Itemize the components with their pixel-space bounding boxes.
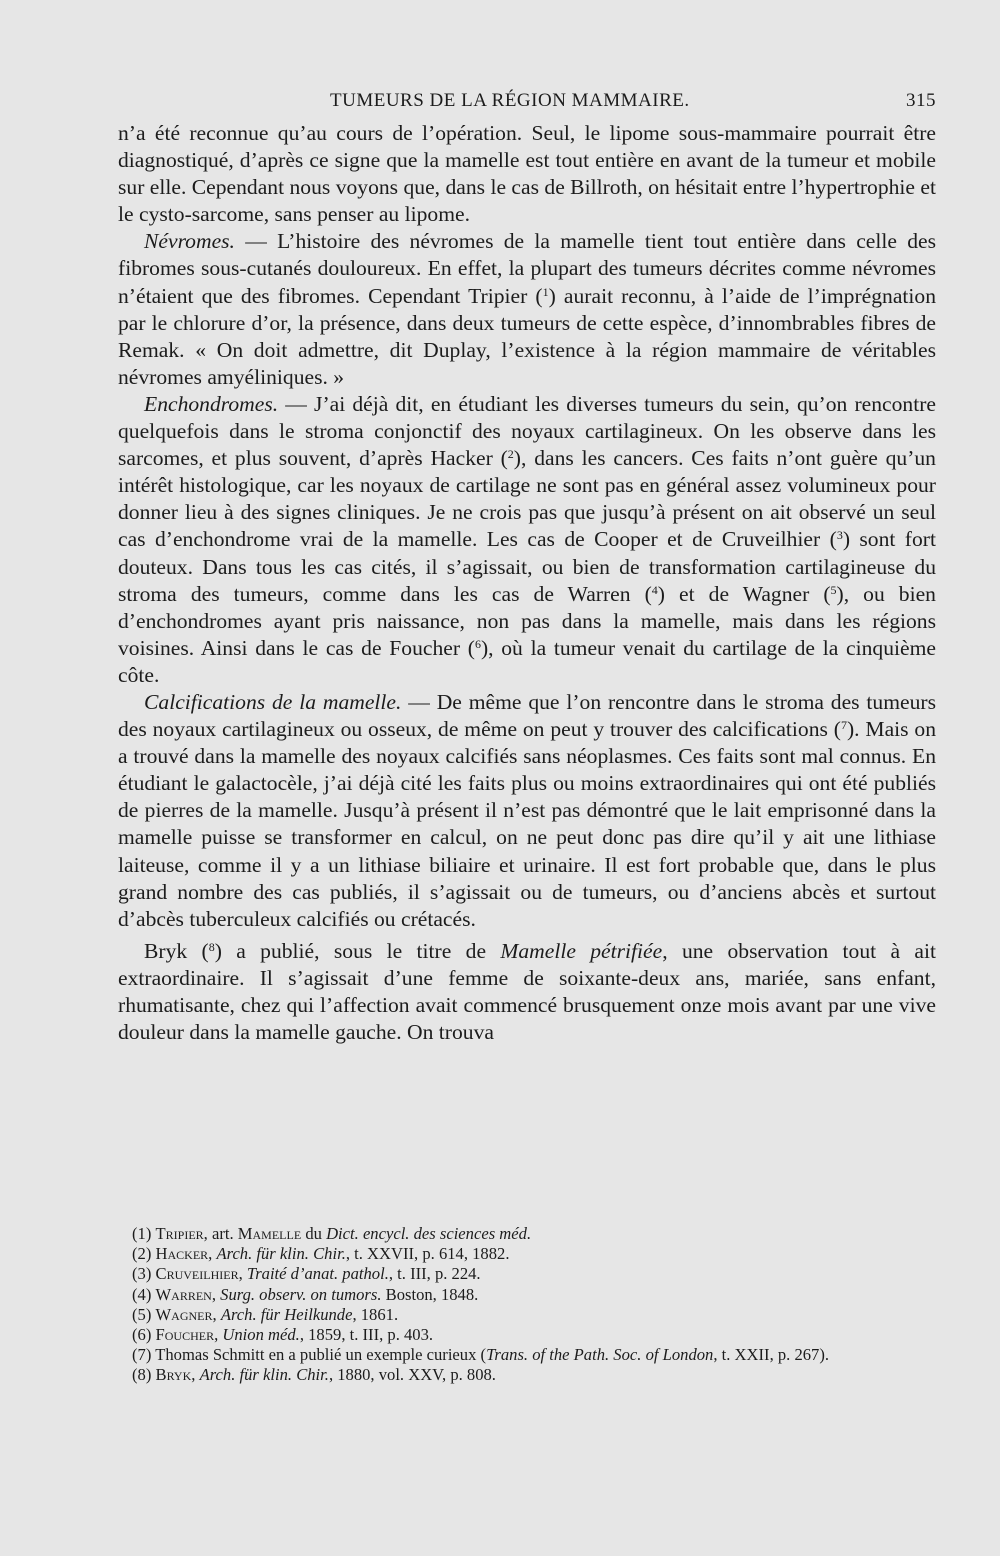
footnote-ref: 2 <box>507 447 514 462</box>
footnote-7: (7) Thomas Schmitt en a publié un exemple curieux (Trans. of the Path. Soc. of London, t. XXII, p. 267). <box>132 1345 830 1365</box>
footnote-6: (6) Foucher, Union méd., 1859, t. III, p. 403. <box>132 1325 434 1345</box>
footnote-1: (1) Tripier, art. Mamelle du Dict. encycl. des sciences méd. <box>132 1224 532 1243</box>
running-header <box>118 88 936 116</box>
footnotes <box>116 1224 934 1386</box>
footnote-ref: 5 <box>830 582 837 597</box>
footnote-8: (8) Bryk, Arch. für klin. Chir., 1880, vol. XXV, p. 808. <box>132 1365 496 1385</box>
footnote-3: (3) Cruveilhier, Traité d’anat. pathol., t. III, p. 224. <box>132 1264 481 1284</box>
running-title: TUMEURS DE LA RÉGION MAMMAIRE. <box>330 90 690 111</box>
footnote-ref: 4 <box>651 582 658 597</box>
footnote-ref: 7 <box>840 718 847 733</box>
paragraph-lipome: n’a été reconnue qu’au cours de l’opération. Seul, le lipome sous-mammaire pourrait être diagnostiqué, d’après ce signe que la mamelle est tout entière en avant de la tumeur et mobile sur elle. Cependant nous voyons que, dans le cas de Billroth, on hésitait entre l’hypertrophie et le cysto-sarcome, sans penser au lipome. <box>118 121 936 227</box>
section-lead-nevromes: Névromes. <box>144 229 235 254</box>
footnote-5: (5) Wagner, Arch. für Heilkunde, 1861. <box>132 1304 399 1324</box>
section-lead-enchondromes: Enchondromes. <box>144 391 279 416</box>
footnote-4: (4) Warren, Surg. observ. on tumors. Boston, 1848. <box>132 1284 479 1304</box>
main-text <box>118 120 936 1046</box>
footnote-2: (2) Hacker, Arch. für klin. Chir., t. XXVII, p. 614, 1882. <box>132 1244 510 1264</box>
footnote-ref: 3 <box>836 528 843 543</box>
paragraph-bryk: Bryk ($^8$) a publié, sous le titre de Mamelle pétrifiée, une observation tout à ait extraordinaire. Il s’agissait d’une femme de soixante-deux ans, mariée, sans enfant, rhumatisante, chez qui l’affection avait commencé brusquement onze mois avant par une vive douleur dans la mamelle gauche. On trouva <box>118 938 936 1045</box>
footnote-ref: 6 <box>474 636 481 651</box>
paragraph-nevromes: Névromes. — L’histoire des névromes de la mamelle tient tout entière dans celle des fibromes sous-cutanés douloureux. En effet, la plupart des tumeurs décrites comme névromes n’étaient que des fibromes. Cependant Tripier ($^1$) aurait reconnu, à l’aide de l’imprégnation par le chlorure d’or, la présence, dans deux tumeurs de cette espèce, d’innombrables fibres de Remak. « On doit admettre, dit Duplay, l’existence à la région mammaire de véritables névromes amyéliniques. » <box>118 229 936 389</box>
page-number: 315 <box>906 90 936 111</box>
paragraph-enchondromes: Enchondromes. — J’ai déjà dit, en étudiant les diverses tumeurs du sein, qu’on rencontre quelquefois dans le stroma conjonctif des noyaux cartilagineux. On les observe dans les sarcomes, et plus souvent, d’après Hacker ($^2$), dans les cancers. Ces faits n’ont guère qu’un intérêt histologique, car les noyaux de cartilage ne sont pas en général assez volumineux pour donner lieu à des signes cliniques. Je ne crois pas que jusqu’à présent on ait observé un seul cas d’enchondrome vrai de la mamelle. Les cas de Cooper et de Cruveilhier ($^3$) sont fort douteux. Dans tous les cas cités, il s’agissait, ou bien de transformation cartilagineuse du stroma des tumeurs, comme dans les cas de Warren ($^4$) et de Wagner ($^5$), ou bien d’enchondromes ayant pris naissance, non pas dans la mamelle, mais dans les régions voisines. Ainsi dans le cas de Foucher ($^6$), où la tumeur venait du cartilage de la cinquième côte. <box>118 391 936 687</box>
paragraph-calcifications: Calcifications de la mamelle. — De même que l’on rencontre dans le stroma des tumeurs des noyaux cartilagineux ou osseux, de même on peut y trouver des calcifications ($^7$). Mais on a trouvé dans la mamelle des noyaux calcifiés sans néoplasmes. Ces faits sont mal connus. En étudiant le galactocèle, j’ai déjà cité les faits plus ou moins extraordinaires qui ont été publiés de pierres de la mamelle. Jusqu’à présent il n’est pas démontré que le lait emprisonné dans la mamelle puisse se transformer en calcul, on ne peut donc pas dire qu’il y ait une lithiase laiteuse, comme il y a un lithiase biliaire et urinaire. Il est fort probable que, dans le plus grand nombre des cas publiés, il s’agissait ou de tumeurs, ou d’anciens abcès et surtout d’abcès tuberculeux calcifiés ou crétacés. <box>118 689 937 931</box>
italic-title: Mamelle pétrifiée <box>500 938 663 963</box>
footnote-ref: 8 <box>208 939 215 954</box>
section-lead-calcifications: Calcifications de la mamelle. <box>144 689 402 714</box>
footnote-ref: 1 <box>542 284 549 299</box>
